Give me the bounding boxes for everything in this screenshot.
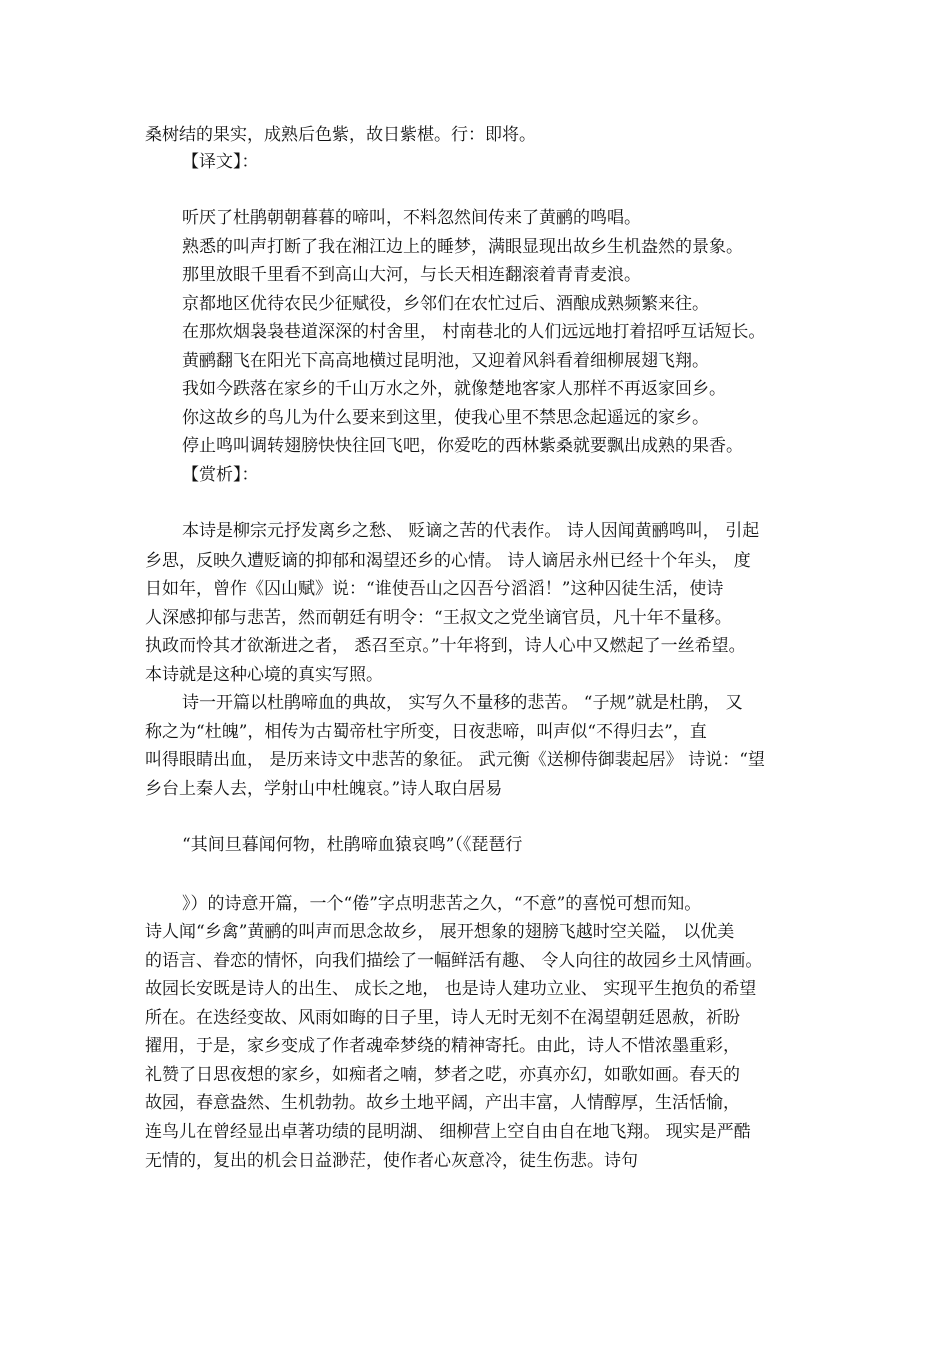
translation-line-2: 熟悉的叫声打断了我在湘江边上的睡梦，满眼显现出故乡生机盎然的景象。 xyxy=(182,237,743,257)
analysis-line-6: 本诗就是这种心境的真实写照。 xyxy=(145,665,383,685)
translation-line-1: 听厌了杜鹃朝朝暮暮的啼叫，不料忽然间传来了黄鹂的鸣唱。 xyxy=(182,208,641,228)
continuation-line-8: 故园，春意盎然、生机勃勃。故乡土地平阔，产出丰富，人情醇厚，生活恬愉， xyxy=(145,1093,740,1113)
translation-heading: 【译文】： xyxy=(182,152,259,172)
analysis-line-4: 人深感抑郁与悲苦，然而朝廷有明令：“王叔文之党坐谪官员，凡十年不量移。 xyxy=(145,608,732,628)
continuation-line-5: 所在。在迭经变故、风雨如晦的日子里，诗人无时无刻不在渴望朝廷恩赦，祈盼 xyxy=(145,1008,740,1028)
translation-line-3: 那里放眼千里看不到高山大河，与长天相连翻滚着青青麦浪。 xyxy=(182,265,641,285)
translation-line-7: 我如今跌落在家乡的千山万水之外，就像楚地客家人那样不再返家回乡。 xyxy=(182,379,726,399)
analysis-line-5: 执政而怜其才欲渐进之者， 悉召至京。”十年将到，诗人心中又燃起了一丝希望。 xyxy=(145,636,746,656)
analysis-line-9: 叫得眼睛出血， 是历来诗文中悲苦的象征。 武元衡《送柳侍御裴起居》 诗说：“望 xyxy=(145,750,765,770)
translation-line-8: 你这故乡的鸟儿为什么要来到这里，使我心里不禁思念起遥远的家乡。 xyxy=(182,408,709,428)
analysis-line-8: 称之为“杜魄”，相传为古蜀帝杜宇所变，日夜悲啼，叫声似“不得归去”，直 xyxy=(145,722,707,742)
translation-line-6: 黄鹂翻飞在阳光下高高地横过昆明池，又迎着风斜看着细柳展翅飞翔。 xyxy=(182,351,709,371)
quote-line: “其间旦暮闻何物，杜鹃啼血猿哀鸣”（《琵琶行 xyxy=(182,835,523,855)
continuation-line-7: 礼赞了日思夜想的家乡，如痴者之喃，梦者之呓，亦真亦幻，如歌如画。春天的 xyxy=(145,1065,740,1085)
continuation-line-2: 诗人闻“乡禽”黄鹂的叫声而思念故乡， 展开想象的翅膀飞越时空关隘， 以优美 xyxy=(145,922,735,942)
continuation-line-10: 无情的，复出的机会日益渺茫，使作者心灰意冷，徒生伤悲。诗句 xyxy=(145,1151,638,1171)
continuation-line-4: 故园长安既是诗人的出生、 成长之地， 也是诗人建功立业、 实现平生抱负的希望 xyxy=(145,979,757,999)
translation-line-5: 在那炊烟袅袅巷道深深的村舍里， 村南巷北的人们远远地打着招呼互话短长。 xyxy=(182,322,766,342)
continuation-line-6: 擢用，于是，家乡变成了作者魂牵梦绕的精神寄托。由此，诗人不惜浓墨重彩， xyxy=(145,1036,740,1056)
translation-line-4: 京都地区优待农民少征赋役，乡邻们在农忙过后、酒酿成熟频繁来往。 xyxy=(182,294,709,314)
continuation-line-1: 》）的诗意开篇，一个“倦”字点明悲苦之久，“不意”的喜悦可想而知。 xyxy=(182,894,702,914)
analysis-line-2: 乡思，反映久遭贬谪的抑郁和渴望还乡的心情。 诗人谪居永州已经十个年头， 度 xyxy=(145,551,751,571)
continuation-line-3: 的语言、眷恋的情怀，向我们描绘了一幅鲜活有趣、 令人向往的故园乡土风情画。 xyxy=(145,951,763,971)
note-line: 桑树结的果实，成熟后色紫，故日紫椹。行：即将。 xyxy=(145,125,536,145)
analysis-line-3: 日如年，曾作《囚山赋》说：“谁使吾山之囚吾兮滔滔！”这种囚徒生活，使诗 xyxy=(145,579,724,599)
analysis-line-1: 本诗是柳宗元抒发离乡之愁、 贬谪之苦的代表作。 诗人因闻黄鹂鸣叫， 引起 xyxy=(182,521,760,541)
continuation-line-9: 连鸟儿在曾经显出卓著功绩的昆明湖、 细柳营上空自由自在地飞翔。 现实是严酷 xyxy=(145,1122,751,1142)
analysis-line-10: 乡台上秦人去，学射山中杜魄哀。”诗人取白居易 xyxy=(145,779,503,799)
analysis-heading: 【赏析】： xyxy=(182,465,259,485)
translation-line-9: 停止鸣叫调转翅膀快快往回飞吧，你爱吃的西林紫桑就要飘出成熟的果香。 xyxy=(182,436,743,456)
analysis-line-7: 诗一开篇以杜鹃啼血的典故， 实写久不量移的悲苦。 “子规”就是杜鹃， 又 xyxy=(182,693,743,713)
